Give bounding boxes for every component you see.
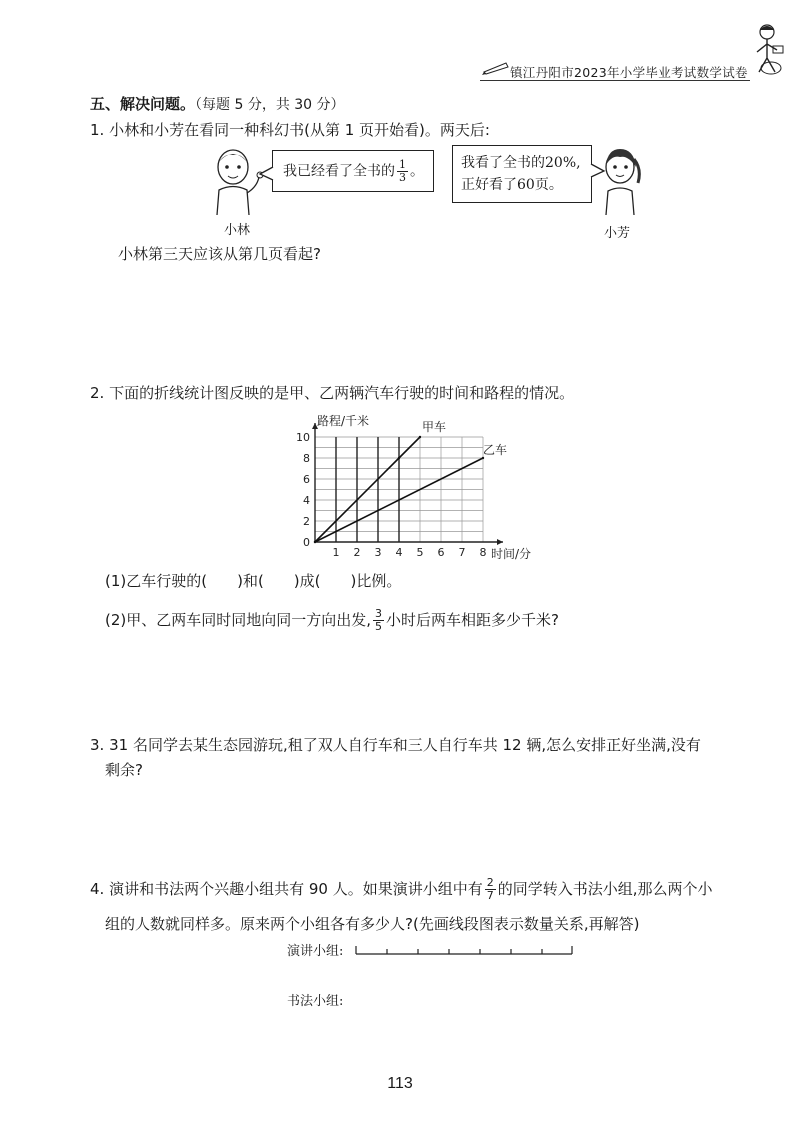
page-number: 113 bbox=[387, 1075, 413, 1092]
q2-prompt bbox=[90, 383, 574, 403]
pencil-icon bbox=[482, 60, 510, 76]
y-tick-label: 10 bbox=[296, 431, 310, 444]
x-tick-label: 4 bbox=[395, 546, 403, 559]
y-tick-label: 2 bbox=[303, 515, 310, 528]
x-tick-label: 3 bbox=[374, 546, 382, 559]
student-reading-icon bbox=[745, 22, 787, 80]
q2-number: 2. bbox=[90, 384, 105, 402]
q4-line1-prefix: 演讲和书法两个兴趣小组共有 90 人。如果演讲小组中有 bbox=[109, 880, 483, 898]
bubble-left-suffix: 。 bbox=[410, 163, 424, 180]
data-point bbox=[482, 457, 484, 459]
section-title-text: 五、解决问题。 bbox=[90, 95, 196, 113]
q1-text: 小林和小芳在看同一种科幻书(从第 1 页开始看)。两天后: bbox=[109, 121, 490, 139]
q3-line2: 剩余? bbox=[105, 761, 143, 779]
frac-den: 7 bbox=[486, 889, 494, 902]
x-tick-label: 7 bbox=[458, 546, 466, 559]
section-title bbox=[90, 93, 345, 114]
three-fifths-fraction bbox=[373, 608, 384, 633]
data-point bbox=[419, 436, 421, 438]
q3-number: 3. bbox=[90, 736, 105, 754]
series-label-yi: 乙车 bbox=[483, 443, 508, 457]
x-tick-label: 5 bbox=[416, 546, 424, 559]
q1-question: 小林第三天应该从第几页看起? bbox=[118, 245, 321, 263]
q4-line1-suffix: 的同学转入书法小组,那么两个小 bbox=[497, 880, 713, 898]
q2-part2-suffix: 小时后两车相距多少千米? bbox=[386, 611, 559, 629]
bubble-right-line1: 我看了全书的20%, bbox=[461, 155, 581, 171]
x-axis-label: 时间/分 bbox=[491, 547, 532, 560]
girl-figure bbox=[598, 145, 644, 220]
label-calligraphy-group: 书法小组: bbox=[287, 994, 344, 1009]
q3-text: 31 名同学去某生态园游玩,租了双人自行车和三人自行车共 12 辆,怎么安排正好坐满,没有 bbox=[109, 736, 701, 754]
y-tick-label: 0 bbox=[303, 536, 310, 549]
speech-bubble-left bbox=[272, 150, 434, 192]
label-speech-group: 演讲小组: bbox=[287, 944, 344, 959]
frac-num: 3 bbox=[375, 607, 383, 620]
frac-num: 2 bbox=[486, 876, 494, 889]
name-xiaolin: 小林 bbox=[224, 223, 251, 238]
q2-part2 bbox=[105, 608, 559, 633]
q4-line1 bbox=[90, 877, 713, 902]
bubble-left-text: 我已经看了全书的 bbox=[283, 163, 395, 180]
header-rule bbox=[480, 80, 750, 81]
one-third-fraction bbox=[397, 159, 408, 184]
data-point bbox=[398, 457, 400, 459]
q1-number: 1. bbox=[90, 121, 105, 139]
bubble-pointer-left bbox=[258, 165, 274, 183]
header-title: 镇江丹阳市2023年小学毕业考试数学试卷 bbox=[510, 65, 748, 80]
x-tick-label: 8 bbox=[479, 546, 487, 559]
y-tick-label: 6 bbox=[303, 473, 310, 486]
x-tick-label: 6 bbox=[437, 546, 445, 559]
y-axis-label: 路程/千米 bbox=[317, 414, 370, 428]
q2-part2-prefix: (2)甲、乙两车同时同地向同一方向出发, bbox=[105, 611, 372, 629]
section-score-note: （每题 5 分，共 30 分） bbox=[195, 97, 345, 113]
distance-time-line-chart bbox=[290, 410, 580, 560]
bubble-right-line2: 正好看了60页。 bbox=[461, 177, 563, 193]
frac-den: 5 bbox=[375, 620, 383, 633]
speech-bubble-right bbox=[452, 145, 592, 203]
q2-text: 下面的折线统计图反映的是甲、乙两辆汽车行驶的时间和路程的情况。 bbox=[109, 384, 575, 402]
data-point bbox=[314, 541, 316, 543]
q1-prompt bbox=[90, 120, 490, 140]
q2-part1: (1)乙车行驶的( )和( )成( )比例。 bbox=[105, 572, 402, 590]
y-tick-label: 8 bbox=[303, 452, 310, 465]
frac-num: 1 bbox=[399, 158, 406, 171]
x-tick-label: 1 bbox=[332, 546, 340, 559]
two-sevenths-fraction bbox=[485, 877, 496, 902]
q4-number: 4. bbox=[90, 880, 105, 898]
q3-line1 bbox=[90, 735, 701, 755]
x-axis-arrow bbox=[497, 539, 503, 545]
series-label-jia: 甲车 bbox=[422, 420, 447, 434]
name-xiaofang: 小芳 bbox=[604, 226, 631, 241]
x-tick-label: 2 bbox=[353, 546, 361, 559]
speech-group-segment bbox=[355, 942, 580, 956]
y-tick-label: 4 bbox=[303, 494, 310, 507]
frac-den: 3 bbox=[399, 171, 406, 184]
q4-line2: 组的人数就同样多。原来两个小组各有多少人?(先画线段图表示数量关系,再解答) bbox=[105, 915, 640, 933]
